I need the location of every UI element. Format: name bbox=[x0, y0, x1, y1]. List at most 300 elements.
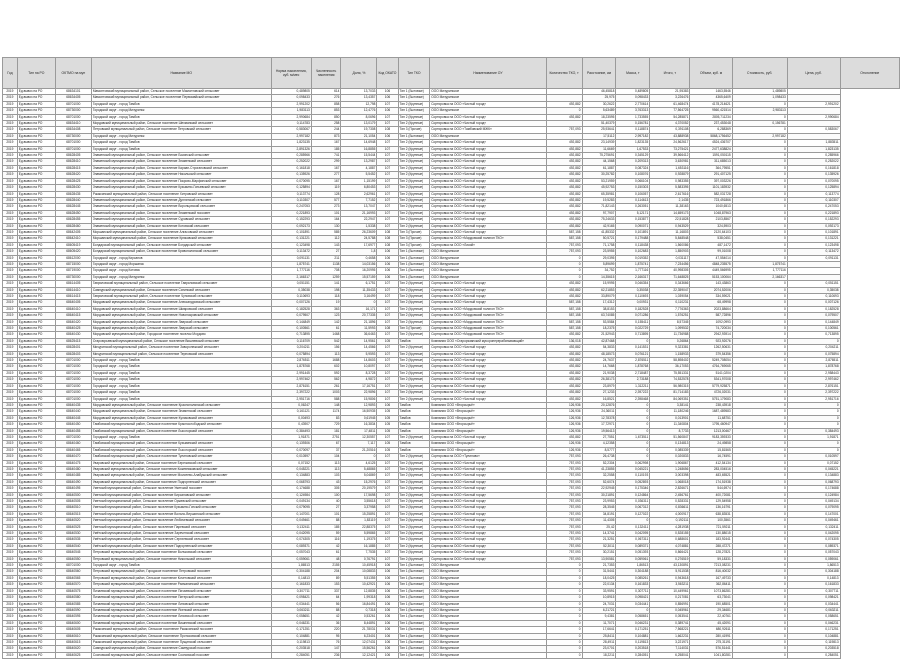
table-cell[interactable]: 757,093 bbox=[546, 505, 582, 511]
table-cell[interactable]: 22,359047 bbox=[650, 287, 690, 293]
table-cell[interactable]: Гавриловский муниципальный район, Сельское поселение Чуповский сельсовет bbox=[91, 294, 271, 300]
table-cell[interactable]: 156 bbox=[311, 345, 341, 351]
table-cell[interactable]: 106 bbox=[377, 601, 398, 607]
table-cell[interactable]: 0,079095 bbox=[271, 505, 311, 511]
table-cell[interactable]: 68701000 bbox=[55, 101, 91, 107]
table-cell[interactable]: 757,093 bbox=[546, 556, 582, 562]
table-cell[interactable]: 0,00931 bbox=[616, 300, 650, 306]
table-cell[interactable]: 106 bbox=[377, 620, 398, 626]
table-cell[interactable]: 0,583067 bbox=[271, 127, 311, 133]
table-cell[interactable]: Тип 2 (Крупные) bbox=[398, 121, 430, 127]
table-cell[interactable]: Сортировка на ООО «Мордовский полигон ТКО» bbox=[430, 319, 546, 325]
table-cell[interactable]: 2,997462 bbox=[787, 377, 840, 383]
table-cell[interactable]: 11,6669 bbox=[582, 146, 616, 152]
table-cell[interactable]: 3,763313 bbox=[616, 108, 650, 114]
table-cell[interactable]: 3,003398 bbox=[650, 473, 690, 479]
table-cell[interactable]: 0,147001 bbox=[271, 511, 311, 517]
table-cell[interactable]: 0,203518 bbox=[616, 646, 650, 652]
table-cell[interactable]: 22,0134 bbox=[582, 582, 616, 588]
table-cell[interactable]: 2019 bbox=[3, 294, 18, 300]
table-cell[interactable]: 37 bbox=[311, 447, 341, 453]
table-cell[interactable]: 0,007126 bbox=[787, 300, 840, 306]
table-cell[interactable]: 68640415 bbox=[55, 313, 91, 319]
table-cell[interactable]: 1,560086 bbox=[650, 242, 690, 248]
table-cell[interactable]: 1262,50631 bbox=[690, 345, 732, 351]
table-cell[interactable]: 0,144849 bbox=[271, 319, 311, 325]
table-cell[interactable]: 101 bbox=[311, 511, 341, 517]
table-cell[interactable]: Сортировка на ООО «Тулиново» bbox=[430, 454, 546, 460]
table-cell[interactable]: Тип 2 (Крупные) bbox=[398, 146, 430, 152]
table-cell[interactable]: 53,5584 bbox=[582, 319, 616, 325]
table-cell[interactable]: 2019 bbox=[3, 422, 18, 428]
table-cell[interactable]: 12,30557 bbox=[341, 434, 377, 440]
column-header[interactable]: Объем, куб. м bbox=[690, 58, 732, 89]
table-cell[interactable]: Городской округ - город Тамбов bbox=[91, 114, 271, 120]
table-cell[interactable]: Городской округ - город Тамбов bbox=[91, 364, 271, 370]
table-cell[interactable]: 107 bbox=[377, 121, 398, 127]
table-cell[interactable]: 167,49733 bbox=[690, 575, 732, 581]
table-cell[interactable]: Ед.вывоз на РО bbox=[17, 511, 55, 517]
table-cell[interactable]: 0 bbox=[732, 165, 787, 171]
table-cell[interactable]: Ед.вывоз на РО bbox=[17, 294, 55, 300]
table-cell[interactable]: 2,770614 bbox=[616, 101, 650, 107]
table-cell[interactable]: 17,5698 bbox=[341, 492, 377, 498]
table-cell[interactable]: 107 bbox=[377, 332, 398, 338]
table-cell[interactable]: Ед.вывоз на РО bbox=[17, 165, 55, 171]
table-cell[interactable]: 0 bbox=[732, 390, 787, 396]
table-cell[interactable]: Пичаевский муниципальный район, Сельское поселение Липовский сельсовет bbox=[91, 601, 271, 607]
table-cell[interactable]: 1048,87963 bbox=[690, 210, 732, 216]
table-cell[interactable]: Ед.вывоз на РО bbox=[17, 575, 55, 581]
table-cell[interactable]: 100,3561 bbox=[690, 518, 732, 524]
table-cell[interactable]: 113 bbox=[311, 351, 341, 357]
table-cell[interactable]: 42,9165 bbox=[582, 223, 616, 229]
table-cell[interactable]: 43,888938 bbox=[650, 133, 690, 139]
table-cell[interactable]: 2,876511 bbox=[787, 358, 840, 364]
table-cell[interactable]: Тип 1 (Бытовые) bbox=[398, 652, 430, 658]
table-cell[interactable]: Сортировка на ООО «Чистый город» bbox=[430, 396, 546, 402]
table-cell[interactable]: 106 bbox=[377, 255, 398, 261]
table-cell[interactable]: 68640600 bbox=[55, 620, 91, 626]
table-cell[interactable]: Сортировка на ООО «Чистый город» bbox=[430, 537, 546, 543]
table-cell[interactable]: 33,89079 bbox=[582, 294, 616, 300]
table-cell[interactable]: 0,104881 bbox=[271, 633, 311, 639]
table-cell[interactable]: 68730000 bbox=[55, 108, 91, 114]
column-header[interactable]: Год bbox=[3, 58, 18, 89]
table-cell[interactable]: 0,161833 bbox=[271, 582, 311, 588]
table-cell[interactable]: Тип 2 (Крупные) bbox=[398, 332, 430, 338]
table-cell[interactable]: 107 bbox=[377, 217, 398, 223]
table-cell[interactable]: 492,882 bbox=[546, 351, 582, 357]
table-cell[interactable]: 128,27821 bbox=[690, 550, 732, 556]
table-cell[interactable]: 721,59211 bbox=[690, 524, 732, 530]
table-cell[interactable]: 0,131221 bbox=[271, 236, 311, 242]
table-cell[interactable]: 6,80453 bbox=[341, 185, 377, 191]
table-cell[interactable]: Тип 2 (Крупные) bbox=[398, 185, 430, 191]
table-cell[interactable]: 3,563211 bbox=[650, 582, 690, 588]
table-cell[interactable]: 280,41991 bbox=[690, 633, 732, 639]
table-cell[interactable]: 0,175346 bbox=[616, 486, 650, 492]
table-cell[interactable]: 13,7033 bbox=[341, 89, 377, 95]
table-cell[interactable]: 38,8153 bbox=[582, 306, 616, 312]
table-cell[interactable]: 21,7353 bbox=[582, 563, 616, 569]
table-cell[interactable]: Уметский муниципальный район, Сельское поселение Любичевский сельсовет bbox=[91, 518, 271, 524]
table-cell[interactable]: 2,951716 bbox=[787, 396, 840, 402]
table-cell[interactable]: Тип 2 (Крупные) bbox=[398, 499, 430, 505]
table-cell[interactable]: 0,046354 bbox=[616, 281, 650, 287]
table-cell[interactable]: 12,798 bbox=[341, 101, 377, 107]
table-cell[interactable]: 8,57345 bbox=[650, 319, 690, 325]
table-cell[interactable]: 492,882 bbox=[546, 178, 582, 184]
table-cell[interactable]: 492,882 bbox=[546, 294, 582, 300]
table-cell[interactable]: 56,980315 bbox=[650, 383, 690, 389]
table-cell[interactable]: Тип 1 (Бытовые) bbox=[398, 588, 430, 594]
table-cell[interactable]: 11,38163 bbox=[650, 204, 690, 210]
table-cell[interactable]: Сортировка на ООО «Чистый город» bbox=[430, 300, 546, 306]
table-cell[interactable]: 68640445 bbox=[55, 415, 91, 421]
table-cell[interactable]: 0 bbox=[616, 441, 650, 447]
table-cell[interactable]: 0,221893 bbox=[787, 210, 840, 216]
table-cell[interactable]: 0,007126 bbox=[271, 300, 311, 306]
table-cell[interactable]: Сортировка на ООО «Чистый город» bbox=[430, 159, 546, 165]
table-cell[interactable]: 0,7318 bbox=[341, 607, 377, 613]
table-cell[interactable]: 492,882 bbox=[546, 114, 582, 120]
table-cell[interactable]: Сортировка на ООО «Чистый город» bbox=[430, 358, 546, 364]
table-cell[interactable]: Тип 2 (Крупные) bbox=[398, 153, 430, 159]
table-cell[interactable]: 283,004516 bbox=[690, 466, 732, 472]
table-cell[interactable]: 15,56261 bbox=[341, 646, 377, 652]
table-cell[interactable]: 0,013901 bbox=[650, 415, 690, 421]
table-cell[interactable]: 2019 bbox=[3, 300, 18, 306]
table-cell[interactable]: 68701000 bbox=[55, 434, 91, 440]
table-cell[interactable]: Сортировка на ООО «Мордовский полигон ТКО» bbox=[430, 332, 546, 338]
table-cell[interactable]: 1,878768 bbox=[787, 364, 840, 370]
table-cell[interactable]: 68640440 bbox=[55, 409, 91, 415]
table-cell[interactable]: 0 bbox=[616, 454, 650, 460]
table-cell[interactable]: 0,104881 bbox=[787, 633, 840, 639]
table-cell[interactable]: 0,489805 bbox=[616, 89, 650, 95]
table-cell[interactable]: Городской округ - город Тамбов bbox=[91, 396, 271, 402]
table-cell[interactable]: Городской округ - город Тамбов bbox=[91, 434, 271, 440]
table-cell[interactable]: 492,882 bbox=[546, 146, 582, 152]
table-cell[interactable]: 0,132411 bbox=[787, 524, 840, 530]
table-cell[interactable]: 0,127022 bbox=[616, 511, 650, 517]
table-cell[interactable]: 0,100561 bbox=[787, 326, 840, 332]
table-cell[interactable]: 0 bbox=[732, 185, 787, 191]
table-cell[interactable]: Ед.вывоз на РО bbox=[17, 409, 55, 415]
table-cell[interactable]: 47,554014 bbox=[690, 255, 732, 261]
table-cell[interactable]: 106 bbox=[377, 588, 398, 594]
table-cell[interactable]: 68640485 bbox=[55, 473, 91, 479]
table-cell[interactable]: 0 bbox=[546, 582, 582, 588]
table-cell[interactable]: 26,4738 bbox=[582, 454, 616, 460]
table-cell[interactable]: 5341,97008 bbox=[690, 377, 732, 383]
table-cell[interactable]: 2019 bbox=[3, 223, 18, 229]
table-cell[interactable]: 0,067311 bbox=[616, 537, 650, 543]
table-cell[interactable]: 107 bbox=[377, 531, 398, 537]
table-cell[interactable]: 22,88375 bbox=[341, 524, 377, 530]
table-cell[interactable]: 0,066104 bbox=[616, 178, 650, 184]
table-cell[interactable]: ООО Мичуринское bbox=[430, 268, 546, 274]
table-cell[interactable]: Ед.вывоз на РО bbox=[17, 204, 55, 210]
table-cell[interactable]: 17,6977 bbox=[341, 242, 377, 248]
table-cell[interactable]: Ед.вывоз на РО bbox=[17, 447, 55, 453]
table-cell[interactable]: Уваровский муниципальный район, Сельское поселение Кожевниковский сельсовет bbox=[91, 466, 271, 472]
table-cell[interactable]: Сортировка на ООО «Чистый город» bbox=[430, 294, 546, 300]
table-cell[interactable]: 3,38141 bbox=[650, 402, 690, 408]
table-cell[interactable]: Мичуринский муниципальный район, Сельское поселение Терновский сельсовет bbox=[91, 351, 271, 357]
table-cell[interactable]: 2,991445 bbox=[271, 370, 311, 376]
table-cell[interactable]: 136,16791 bbox=[690, 505, 732, 511]
table-cell[interactable]: 544,6974 bbox=[690, 486, 732, 492]
table-cell[interactable]: 1213,00467 bbox=[690, 428, 732, 434]
table-cell[interactable]: 592 bbox=[311, 370, 341, 376]
table-cell[interactable]: 0,174688 bbox=[271, 486, 311, 492]
table-cell[interactable]: 107 bbox=[377, 454, 398, 460]
table-cell[interactable]: 68701000 bbox=[55, 140, 91, 146]
table-cell[interactable]: 0,152293 bbox=[787, 217, 840, 223]
table-cell[interactable]: 75,24633 bbox=[582, 217, 616, 223]
table-cell[interactable]: 185 bbox=[311, 146, 341, 152]
table-cell[interactable]: 0,144849 bbox=[787, 319, 840, 325]
table-cell[interactable]: 68628430 bbox=[55, 185, 91, 191]
table-cell[interactable]: Ед.вывоз на РО bbox=[17, 351, 55, 357]
table-cell[interactable]: 2019 bbox=[3, 364, 18, 370]
table-cell[interactable]: 2019 bbox=[3, 332, 18, 338]
table-cell[interactable]: 107 bbox=[377, 197, 398, 203]
table-cell[interactable]: Ед.вывоз на РО bbox=[17, 358, 55, 364]
table-cell[interactable]: 729 bbox=[311, 422, 341, 428]
table-cell[interactable]: Тип 2 (Крупные) bbox=[398, 524, 430, 530]
table-cell[interactable]: 24,7031 bbox=[582, 601, 616, 607]
table-cell[interactable]: 0,156781 bbox=[732, 121, 787, 127]
table-cell[interactable]: Тип 2 (Крупные) bbox=[398, 217, 430, 223]
table-cell[interactable]: 83 bbox=[311, 415, 341, 421]
table-cell[interactable]: 0,098421 bbox=[271, 595, 311, 601]
column-header[interactable]: Норма накопления, куб. м/мес bbox=[271, 58, 311, 89]
table-cell[interactable]: 0,051151 bbox=[787, 281, 840, 287]
table-cell[interactable]: 4764,769065 bbox=[690, 364, 732, 370]
table-cell[interactable]: Сортировка на ООО «Чистый город» bbox=[430, 518, 546, 524]
table-cell[interactable]: 13,4357 bbox=[341, 95, 377, 101]
table-cell[interactable]: 0 bbox=[546, 614, 582, 620]
table-cell[interactable]: 68640425 bbox=[55, 326, 91, 332]
table-cell[interactable]: 9,323381 bbox=[650, 345, 690, 351]
table-cell[interactable]: 0 bbox=[787, 402, 840, 408]
table-cell[interactable]: 0,07152 bbox=[787, 460, 840, 466]
table-cell[interactable]: 0,285966 bbox=[787, 153, 840, 159]
table-cell[interactable]: 0 bbox=[546, 639, 582, 645]
table-cell[interactable]: 0,61945 bbox=[341, 415, 377, 421]
table-cell[interactable]: 9,4381 bbox=[582, 614, 616, 620]
table-cell[interactable]: 0,114613 bbox=[616, 197, 650, 203]
table-cell[interactable]: ООО Мичуринское bbox=[430, 646, 546, 652]
table-cell[interactable]: Тип 2 (Крупные) bbox=[398, 165, 430, 171]
table-cell[interactable]: Ед.вывоз на РО bbox=[17, 434, 55, 440]
table-cell[interactable]: 14,7668 bbox=[582, 364, 616, 370]
table-cell[interactable]: 0 bbox=[732, 550, 787, 556]
table-cell[interactable]: Сортировка на ООО «Чистый город» bbox=[430, 204, 546, 210]
table-cell[interactable]: 68640610 bbox=[55, 633, 91, 639]
table-cell[interactable]: Тамбов bbox=[398, 409, 430, 415]
table-cell[interactable]: 106 bbox=[377, 575, 398, 581]
table-cell[interactable]: 68701000 bbox=[55, 364, 91, 370]
table-cell[interactable]: 21,52943 bbox=[582, 332, 616, 338]
table-cell[interactable]: Тип 1 (Бытовые) bbox=[398, 639, 430, 645]
table-cell[interactable]: 0,049134 bbox=[271, 499, 311, 505]
table-cell[interactable]: Сортировка на ООО «Чистый город» bbox=[430, 486, 546, 492]
table-cell[interactable]: 0,057043 bbox=[271, 550, 311, 556]
table-cell[interactable]: Ед.вывоз на РО bbox=[17, 95, 55, 101]
table-cell[interactable]: 741 bbox=[311, 153, 341, 159]
table-cell[interactable]: 24,5788 bbox=[341, 236, 377, 242]
table-cell[interactable]: 0,068793 bbox=[271, 479, 311, 485]
table-cell[interactable]: 873 bbox=[311, 133, 341, 139]
table-cell[interactable]: 0,204211 bbox=[271, 345, 311, 351]
table-cell[interactable]: 538,0451 bbox=[690, 236, 732, 242]
table-cell[interactable]: 68640455 bbox=[55, 428, 91, 434]
table-cell[interactable]: 1174 bbox=[311, 409, 341, 415]
table-cell[interactable]: 2,1435 bbox=[650, 197, 690, 203]
table-cell[interactable]: 261 bbox=[311, 383, 341, 389]
table-cell[interactable]: Петровский муниципальный район, Сельское поселение Никольский сельсовет bbox=[91, 556, 271, 562]
table-cell[interactable]: 0,058651 bbox=[616, 614, 650, 620]
table-cell[interactable]: Ед.вывоз на РО bbox=[17, 210, 55, 216]
table-cell[interactable]: 0,058651 bbox=[271, 614, 311, 620]
table-cell[interactable]: 2,951716 bbox=[271, 396, 311, 402]
table-cell[interactable]: 107 bbox=[377, 319, 398, 325]
table-cell[interactable]: 237,453048 bbox=[690, 121, 732, 127]
table-cell[interactable]: 0 bbox=[546, 588, 582, 594]
table-cell[interactable]: 128 bbox=[311, 191, 341, 197]
table-cell[interactable]: 2019 bbox=[3, 146, 18, 152]
table-cell[interactable]: 0,141531 bbox=[616, 345, 650, 351]
table-cell[interactable]: 68701000 bbox=[55, 146, 91, 152]
table-cell[interactable]: 2,990684 bbox=[271, 114, 311, 120]
table-cell[interactable]: 1,099532 bbox=[650, 326, 690, 332]
table-cell[interactable]: 0,102683 bbox=[616, 249, 650, 255]
table-cell[interactable]: Тип 1 (Бытовые) bbox=[398, 261, 430, 267]
table-cell[interactable]: 13,7047 bbox=[341, 204, 377, 210]
table-cell[interactable]: 8,44891 bbox=[341, 620, 377, 626]
table-cell[interactable]: 0,135926 bbox=[787, 172, 840, 178]
table-cell[interactable]: 0,171251 bbox=[271, 627, 311, 633]
table-cell[interactable]: 68628450 bbox=[55, 210, 91, 216]
table-cell[interactable]: 2019 bbox=[3, 607, 18, 613]
table-cell[interactable]: 0 bbox=[546, 575, 582, 581]
table-cell[interactable]: 27 bbox=[311, 249, 341, 255]
table-cell[interactable]: 492,882 bbox=[546, 153, 582, 159]
table-cell[interactable]: 107 bbox=[377, 377, 398, 383]
table-cell[interactable]: ООО Мичуринское bbox=[430, 261, 546, 267]
table-cell[interactable]: 0 bbox=[546, 620, 582, 626]
table-cell[interactable]: 9560,421514 bbox=[690, 108, 732, 114]
table-cell[interactable]: 2,958443 bbox=[787, 370, 840, 376]
table-cell[interactable]: 44,1568 bbox=[582, 159, 616, 165]
table-cell[interactable]: 0,204211 bbox=[787, 345, 840, 351]
table-cell[interactable]: Сортировка на ООО «Чистый город» bbox=[430, 223, 546, 229]
table-cell[interactable]: 0,284051 bbox=[616, 652, 650, 658]
table-cell[interactable]: Тамбов bbox=[398, 447, 430, 453]
table-cell[interactable]: 0 bbox=[732, 377, 787, 383]
table-cell[interactable]: 106 bbox=[377, 614, 398, 620]
table-cell[interactable]: Ед.вывоз на РО bbox=[17, 364, 55, 370]
table-cell[interactable]: 0,119813 bbox=[271, 639, 311, 645]
column-header[interactable]: Расстояние, км bbox=[582, 58, 616, 89]
table-cell[interactable]: 2,166317 bbox=[616, 274, 650, 280]
table-cell[interactable]: Знаменский муниципальный район, Сельское поселение Кариан-Строгановский сельсовет bbox=[91, 165, 271, 171]
table-cell[interactable]: 106 bbox=[377, 607, 398, 613]
table-cell[interactable]: 0,528331 bbox=[650, 499, 690, 505]
table-cell[interactable]: 12,4776 bbox=[341, 108, 377, 114]
table-cell[interactable]: 2019 bbox=[3, 633, 18, 639]
table-cell[interactable]: 2,990684 bbox=[787, 114, 840, 120]
table-cell[interactable]: Тип 2 (Крупные) bbox=[398, 319, 430, 325]
table-cell[interactable]: ООО Мичуринское bbox=[430, 633, 546, 639]
table-cell[interactable]: 0 bbox=[732, 306, 787, 312]
table-cell[interactable]: 0,134883 bbox=[271, 473, 311, 479]
table-cell[interactable]: 0 bbox=[732, 479, 787, 485]
table-cell[interactable]: 0 bbox=[616, 415, 650, 421]
table-cell[interactable]: 492,882 bbox=[546, 434, 582, 440]
table-cell[interactable]: ООО Мичуринское bbox=[430, 274, 546, 280]
table-cell[interactable]: Тамбов bbox=[398, 338, 430, 344]
table-cell[interactable]: Сампурский муниципальный район, Сельское поселение Сатинский сельсовет bbox=[91, 287, 271, 293]
table-cell[interactable]: Сортировка на ООО «Чистый город» bbox=[430, 172, 546, 178]
table-cell[interactable]: Ед.вывоз на РО bbox=[17, 287, 55, 293]
table-cell[interactable]: 492,882 bbox=[546, 370, 582, 376]
table-cell[interactable]: 2019 bbox=[3, 178, 18, 184]
table-cell[interactable]: Ед.вывоз на РО bbox=[17, 479, 55, 485]
table-cell[interactable]: 21,1054 bbox=[341, 133, 377, 139]
table-cell[interactable]: 0 bbox=[732, 210, 787, 216]
table-cell[interactable]: 0,046231 bbox=[616, 620, 650, 626]
table-cell[interactable]: Уваровский муниципальный район, Сельское поселение Березовский сельсовет bbox=[91, 460, 271, 466]
table-cell[interactable]: Сортировка на ООО «Чистый город» bbox=[430, 101, 546, 107]
table-cell[interactable]: Тип 2 (Крупные) bbox=[398, 505, 430, 511]
table-cell[interactable]: 29,0395 bbox=[582, 255, 616, 261]
table-cell[interactable]: 1795,460947 bbox=[690, 422, 732, 428]
table-cell[interactable]: 2019 bbox=[3, 601, 18, 607]
table-cell[interactable]: 0 bbox=[732, 242, 787, 248]
table-cell[interactable]: Сортировка на ООО «Чистый город» bbox=[430, 505, 546, 511]
table-cell[interactable]: Ед.вывоз на РО bbox=[17, 153, 55, 159]
table-cell[interactable]: 68640570 bbox=[55, 582, 91, 588]
table-cell[interactable]: 2019 bbox=[3, 595, 18, 601]
table-cell[interactable]: Умётский муниципальный район, Сельское поселение Зареченский сельсовет bbox=[91, 531, 271, 537]
table-cell[interactable]: 0,118438 bbox=[616, 242, 650, 248]
table-cell[interactable]: Городской округ - город Тамбов bbox=[91, 563, 271, 569]
table-cell[interactable]: 105 bbox=[377, 422, 398, 428]
table-cell[interactable]: 363 bbox=[311, 306, 341, 312]
table-cell[interactable]: 324,5903 bbox=[690, 223, 732, 229]
table-cell[interactable]: Тип 2 (Крупные) bbox=[398, 159, 430, 165]
table-cell[interactable]: 16,20995 bbox=[341, 268, 377, 274]
table-cell[interactable]: 0,132411 bbox=[271, 524, 311, 530]
table-cell[interactable]: Сортировка на ООО «Чистый город» bbox=[430, 531, 546, 537]
table-cell[interactable]: 602 bbox=[311, 364, 341, 370]
table-cell[interactable]: 0,114783 bbox=[271, 121, 311, 127]
table-cell[interactable]: 2019 bbox=[3, 434, 18, 440]
table-cell[interactable]: 14,9561 bbox=[341, 338, 377, 344]
table-cell[interactable]: Умётский муниципальный район, Сельское поселение Подгорненский сельсовет bbox=[91, 543, 271, 549]
table-cell[interactable]: 126,936 bbox=[546, 402, 582, 408]
table-cell[interactable]: 0 bbox=[546, 268, 582, 274]
table-cell[interactable]: 0,125894 bbox=[271, 185, 311, 191]
table-cell[interactable]: 2019 bbox=[3, 390, 18, 396]
table-cell[interactable]: 0 bbox=[546, 255, 582, 261]
table-cell[interactable]: 68612000 bbox=[55, 255, 91, 261]
